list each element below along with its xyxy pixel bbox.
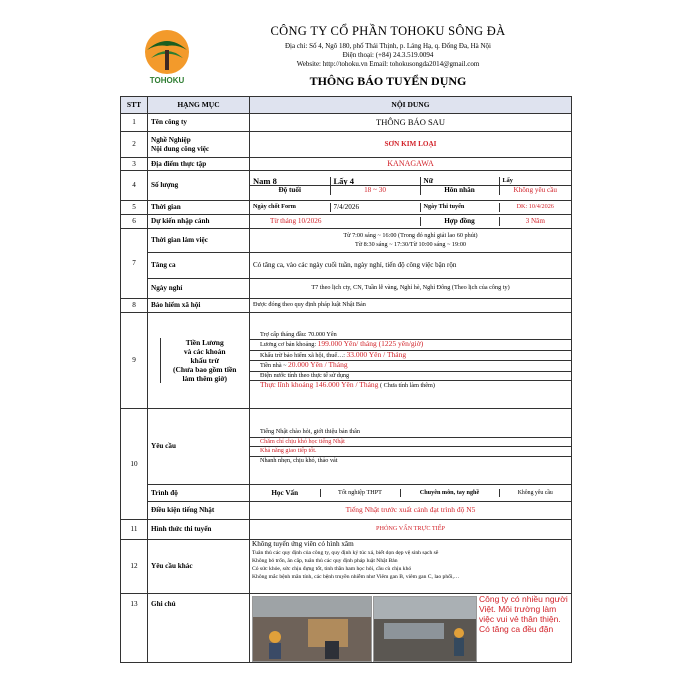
insurance-value: Được đóng theo quy định pháp luật Nhật Bản (250, 299, 572, 313)
worktime-line: Từ 8:30 sáng ~ 17:30/Từ 10:00 sáng ~ 19:00 (354, 240, 467, 248)
salary-line (250, 361, 571, 372)
female-take: Lấy (499, 177, 571, 186)
requirement-item: Tiếng Nhật chào hỏi, giới thiệu bản thân (250, 428, 571, 437)
table-row (121, 279, 572, 299)
other-requirement: Không mắc bệnh mãn tính, các bệnh truyền nhiễm như Viêm gan B, viêm gan C, lao phổi,… (252, 573, 460, 580)
entry-value: Từ tháng 10/2026 (250, 217, 420, 226)
company-name: CÔNG TY CỔ PHẦN TOHOKU SÔNG ĐÀ (270, 24, 506, 38)
table-row (121, 520, 572, 540)
notice-title: THÔNG BÁO TUYỂN DỤNG (309, 74, 467, 88)
table-row (121, 409, 572, 485)
factory-photo (373, 596, 477, 662)
exam-date-value: DK: 10/4/2026 (516, 203, 554, 211)
salary-highlight: Thực lĩnh khoảng 146.000 Yên / Tháng (260, 380, 379, 389)
dayoff-label: Ngày nghỉ (148, 279, 250, 299)
row-label: Tên công ty (148, 114, 250, 132)
worktime-label: Thời gian làm việc (148, 229, 250, 253)
notes-area (250, 594, 571, 662)
col-item: HẠNG MỤC (148, 97, 250, 114)
worktime-line: Từ 7:00 sáng ~ 16:00 (Trong đó nghỉ giải lao 60 phút) (343, 232, 478, 239)
row-number: 4 (121, 171, 148, 201)
row-number: 7 (121, 229, 148, 299)
overtime-label: Tăng ca (148, 253, 250, 279)
salary-line (250, 381, 571, 391)
col-content: NỘI DUNG (250, 97, 572, 114)
quantity-subtable (250, 177, 571, 195)
company-web-email: Website: http://tohoku.vn Email: tohokusongda2014@gmail.com (296, 60, 480, 68)
table-row (121, 594, 572, 663)
male-count: Nam 8 (250, 177, 330, 186)
location-value: KANAGAWA (250, 158, 572, 171)
male-take: Lấy 4 (330, 177, 420, 186)
table-row (121, 540, 572, 594)
overtime-value: Có tăng ca, vào các ngày cuối tuần, ngày nghỉ, tiến độ công việc bận rộn (250, 253, 572, 279)
salary-line (250, 350, 571, 361)
salary-text: ( Chưa tính làm thêm) (378, 382, 435, 389)
row-label: Hình thức thi tuyển (148, 520, 250, 540)
note-text: Công ty có nhiều người Việt. Môi trường làm việc vui vẻ thân thiện. Có tăng ca đều đặn (479, 594, 568, 634)
salary-text: Khấu trừ bảo hiểm xã hội, thuế…: (260, 351, 347, 359)
recruitment-notice (120, 20, 571, 688)
skill-value: Không yêu cầu (517, 489, 553, 496)
company-value: THÔNG BÁO SAU (250, 114, 572, 132)
contract-value: 3 Năm (525, 217, 545, 226)
table-row (121, 313, 572, 409)
education-value: Tốt nghiệp THPT (320, 489, 400, 498)
col-stt: STT (121, 97, 148, 114)
salary-line (250, 340, 571, 351)
row-number: 12 (121, 540, 148, 594)
row-number: 11 (121, 520, 148, 540)
table-row (121, 502, 572, 520)
salary-highlight: 33.000 Yên / Tháng (346, 350, 407, 359)
row-number: 3 (121, 158, 148, 171)
salary-highlight: 20.000 Yên / Tháng (288, 360, 348, 369)
requirement-subtable (250, 428, 571, 465)
job-value: SƠN KIM LOẠI (250, 132, 572, 158)
form-date-label: Ngày chốt Form (250, 203, 330, 212)
japanese-label: Điều kiện tiếng Nhật (148, 502, 250, 520)
row-number: 10 (121, 409, 148, 520)
salary-text: Lương cơ bản khoảng: (260, 341, 318, 348)
requirement-item: Chăm chỉ chịu khó học tiếng Nhật (250, 437, 571, 447)
requirement-item: Nhanh nhẹn, chịu khó, thảo vát (260, 456, 338, 464)
requirement-label: Yêu cầu (148, 409, 250, 485)
table-row (121, 229, 572, 253)
row-label: Nghề Nghiệp Nội dung công việc (148, 132, 250, 158)
recruitment-table (120, 96, 572, 663)
row-label: Bảo hiểm xã hội (148, 299, 250, 313)
row-label: Yêu cầu khác (148, 540, 250, 594)
table-row (121, 201, 572, 215)
row-label: Số lượng (148, 171, 250, 201)
table-row (121, 485, 572, 502)
salary-subtable (250, 331, 571, 391)
factory-photo (252, 596, 372, 662)
japanese-value: Tiếng Nhật trước xuất cảnh đạt trình độ N5 (250, 502, 572, 520)
education-sub-label: Học Vấn (250, 489, 320, 498)
row-number: 2 (121, 132, 148, 158)
row-number: 8 (121, 299, 148, 313)
age-label: Độ tuổi (250, 186, 330, 195)
tohoku-logo (137, 28, 197, 86)
row-number: 9 (121, 313, 148, 409)
dayoff-value: T7 theo lịch cty, CN, Tuần lễ vàng, Nghỉ hè, Nghỉ Đông (Theo lịch của công ty) (250, 279, 572, 299)
salary-highlight: 199.000 Yên/ tháng (1225 yên/giờ) (317, 339, 424, 348)
row-number: 5 (121, 201, 148, 215)
table-header-row (121, 97, 572, 114)
table-row (121, 253, 572, 279)
table-row (121, 215, 572, 229)
table-row (121, 171, 572, 201)
table-row (121, 114, 572, 132)
marriage-label: Hôn nhân (420, 186, 499, 195)
skill-label: Chuyên môn, tay nghề (400, 489, 499, 498)
exam-form-value: PHỎNG VẤN TRỰC TIẾP (250, 520, 572, 540)
age-value: 18 ~ 30 (330, 186, 420, 195)
other-requirement: Tuân thủ các quy định của công ty, quy định ký túc xá, biết dọn dẹp vệ sinh sạch sẽ (252, 549, 439, 556)
marriage-value: Không yêu cầu (513, 186, 557, 194)
row-label: Ghi chú (148, 594, 250, 663)
salary-line: Điện nước tính theo thực tế sử dụng (250, 371, 571, 381)
requirement-item: Khả năng giao tiếp tốt. (250, 447, 571, 457)
other-requirement: Không bỏ trốn, ăn cắp, tuân thủ các quy định pháp luật Nhật Bản (252, 557, 398, 564)
other-requirement: Không tuyển ứng viên có hình xăm (252, 540, 354, 548)
exam-date-label: Ngày Thi tuyển (420, 203, 499, 212)
row-number: 6 (121, 215, 148, 229)
education-label: Trình độ (148, 485, 250, 502)
female-count: Nữ (420, 177, 499, 186)
salary-label: Tiền Lương và các khoản khấu trừ (Chưa bao gồm tiền làm thêm giờ) (173, 338, 237, 383)
company-address: Địa chỉ: Số 4, Ngõ 180, phố Thái Thịnh, p. Láng Hạ, q. Đống Đa, Hà Nội (284, 42, 492, 50)
row-number: 13 (121, 594, 148, 663)
table-row (121, 132, 572, 158)
row-number: 1 (121, 114, 148, 132)
form-date-value: 7/4/2026 (330, 203, 420, 212)
row-label: Dự kiến nhập cảnh (148, 215, 250, 229)
row-label: Thời gian (148, 201, 250, 215)
salary-line: Trợ cấp tháng đầu: 70.000 Yên (250, 331, 571, 340)
contract-label: Hợp đồng (420, 217, 499, 226)
company-phone: Điện thoại: (+84) 24.3.519.0094 (342, 51, 434, 59)
table-row (121, 158, 572, 171)
svg-text:TOHOKU: TOHOKU (149, 76, 185, 85)
other-requirement: Có sức khỏe, sức chịu đựng tốt, tinh thần ham học hỏi, cầu cù chịu khó (252, 565, 412, 572)
salary-text: Tiền nhà ~ (260, 362, 289, 369)
table-row (121, 299, 572, 313)
row-label: Địa điểm thực tập (148, 158, 250, 171)
